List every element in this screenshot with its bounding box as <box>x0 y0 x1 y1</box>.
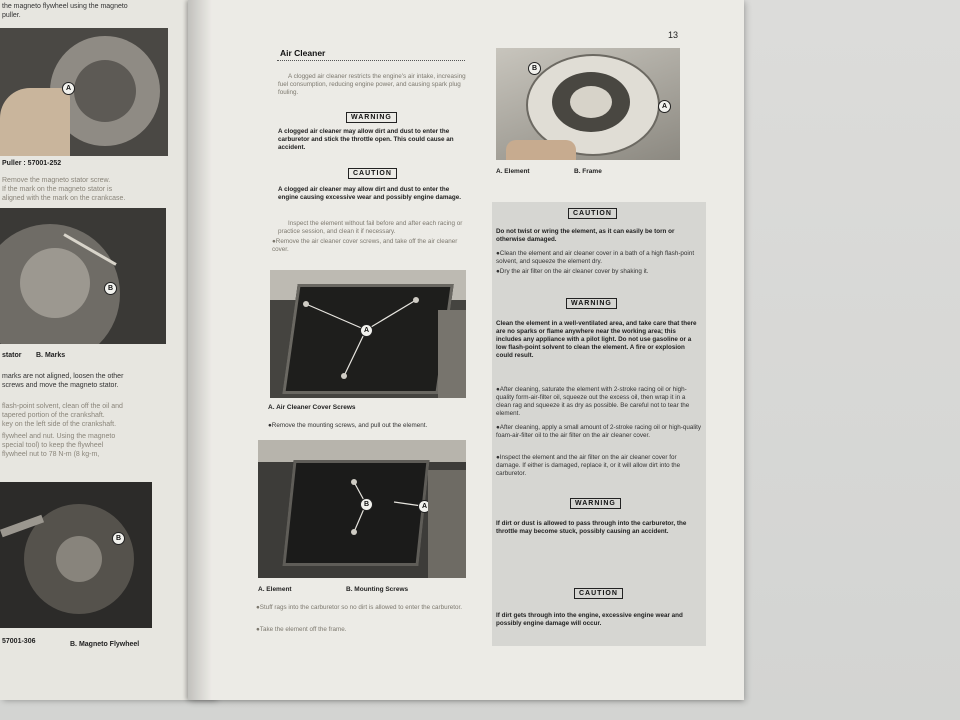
left-page-text-2d: tapered portion of the crankshaft. <box>2 412 105 419</box>
left-page-top-line-2: puller. <box>2 12 21 19</box>
caution-text-1: A clogged air cleaner may allow dirt and dust to enter the engine causing excessive wear and possibly engine damage. <box>278 186 462 201</box>
section-title: Air Cleaner <box>280 48 326 58</box>
left-page-text-2e: key on the left side of the crankshaft. <box>2 421 117 428</box>
callout-b: B <box>528 62 541 75</box>
element-mounting-photo <box>258 440 466 578</box>
callout-a: A <box>418 500 431 513</box>
caution-text-3: If dirt gets through into the engine, excessive engine wear and possibly engine damage will occur. <box>496 612 683 627</box>
warning-label-3: WARNING <box>570 498 621 509</box>
remove-cover-step: ●Remove the air cleaner cover screws, and take off the air cleaner cover. <box>272 238 458 253</box>
left-page-caption-1: Puller : 57001-252 <box>2 160 62 167</box>
warning-label-2: WARNING <box>566 298 617 309</box>
warning-label-1: WARNING <box>346 112 397 123</box>
left-page-text-2h: flywheel nut to 78 N-m (8 kg-m, <box>2 451 100 458</box>
apply-oil-step: ●After cleaning, apply a small amount of 2-stroke racing oil or high-quality foam-air-filter oil to the air filter on the air cleaner cover. <box>496 424 702 439</box>
left-page-caption-2b: B. Marks <box>36 352 66 359</box>
page-gutter-shadow <box>188 0 212 700</box>
callout-b: B <box>112 532 125 545</box>
left-page-caption-3a: 57001-306 <box>2 638 36 645</box>
photo-caption-element: A. Element <box>258 586 292 593</box>
left-facing-page <box>0 0 214 700</box>
clean-element-step: ●Clean the element and air cleaner cover in a bath of a high flash-point solvent, and squeeze the element dry. <box>496 250 695 265</box>
left-page-photo-1 <box>0 28 168 156</box>
warning-text-3: If dirt or dust is allowed to pass through into the carburetor, the throttle may become stuck, possibly causing an accident. <box>496 520 687 535</box>
left-page-photo-3 <box>0 482 152 628</box>
left-page-photo-2 <box>0 208 166 344</box>
warning-text-1: A clogged air cleaner may allow dirt and dust to enter the carburetor and stick the throttle open. This could cause an accident. <box>278 128 454 151</box>
section-divider <box>277 60 465 61</box>
page-number: 13 <box>668 30 679 40</box>
left-page-caption-3b: B. Magneto Flywheel <box>70 641 140 648</box>
left-page-text-1a: Remove the magneto stator screw. <box>2 177 111 184</box>
inspect-paragraph: Inspect the element without fail before and after each racing or practice session, and clean it if necessary. <box>278 220 463 235</box>
dry-filter-step: ●Dry the air filter on the air cleaner cover by shaking it. <box>496 268 649 275</box>
callout-a: A <box>360 324 373 337</box>
left-page-text-1b: If the mark on the magneto stator is <box>2 186 113 193</box>
photo-caption-cover-screws: A. Air Cleaner Cover Screws <box>268 404 356 411</box>
element-frame-photo <box>496 48 680 160</box>
stuff-rags-step: ●Stuff rags into the carburetor so no dirt is allowed to enter the carburetor. <box>256 604 462 611</box>
left-page-text-2c: flash-point solvent, clean off the oil and <box>2 403 123 410</box>
left-page-text-1c: aligned with the mark on the crankcase. <box>2 195 126 202</box>
left-page-text-2g: special tool) to keep the flywheel <box>2 442 104 449</box>
intro-paragraph: A clogged air cleaner restricts the engine's air intake, increasing fuel consumption, reducing engine power, and causing spark plug fouling. <box>278 73 466 96</box>
caution-label-1: CAUTION <box>348 168 397 179</box>
photo-caption-frame: B. Frame <box>574 168 602 175</box>
callout-a: A <box>658 100 671 113</box>
photo-caption-mounting-screws: B. Mounting Screws <box>346 586 409 593</box>
left-page-text-2a: marks are not aligned, loosen the other <box>2 373 124 380</box>
photo-caption-element-r: A. Element <box>496 168 530 175</box>
left-page-text-2f: flywheel and nut. Using the magneto <box>2 433 116 440</box>
air-cleaner-cover-photo <box>270 270 466 398</box>
callout-b: B <box>104 282 117 295</box>
warning-text-2: Clean the element in a well-ventilated area, and take care that there are no sparks or flame anywhere near the working area; this includes any appliance with a pilot light. Do not use gasoline or a low flash-point solvent to clean the element. A fire or explosion could result. <box>496 320 697 359</box>
left-page-top-line-1: the magneto flywheel using the magneto <box>2 3 128 10</box>
left-page-caption-2a: stator <box>2 352 22 359</box>
callout-b: B <box>360 498 373 511</box>
caution-label-3: CAUTION <box>574 588 623 599</box>
left-page-text-2b: screws and move the magneto stator. <box>2 382 119 389</box>
remove-mounting-step: ●Remove the mounting screws, and pull out the element. <box>268 422 428 429</box>
inspect-element-step: ●Inspect the element and the air filter on the air cleaner cover for damage. If either is damaged, replace it, or it will allow dirt into the carburetor. <box>496 454 681 477</box>
saturate-step: ●After cleaning, saturate the element with 2-stroke racing oil or high-quality form-air-filter oil, squeeze out the excess oil, then wrap it in a clean rag and squeeze it as dry as possible. Be careful not to tear the element. <box>496 386 690 417</box>
take-element-step: ●Take the element off the frame. <box>256 626 347 633</box>
callout-a: A <box>62 82 75 95</box>
caution-label-2: CAUTION <box>568 208 617 219</box>
caution-text-2: Do not twist or wring the element, as it can easily be torn or otherwise damaged. <box>496 228 675 243</box>
